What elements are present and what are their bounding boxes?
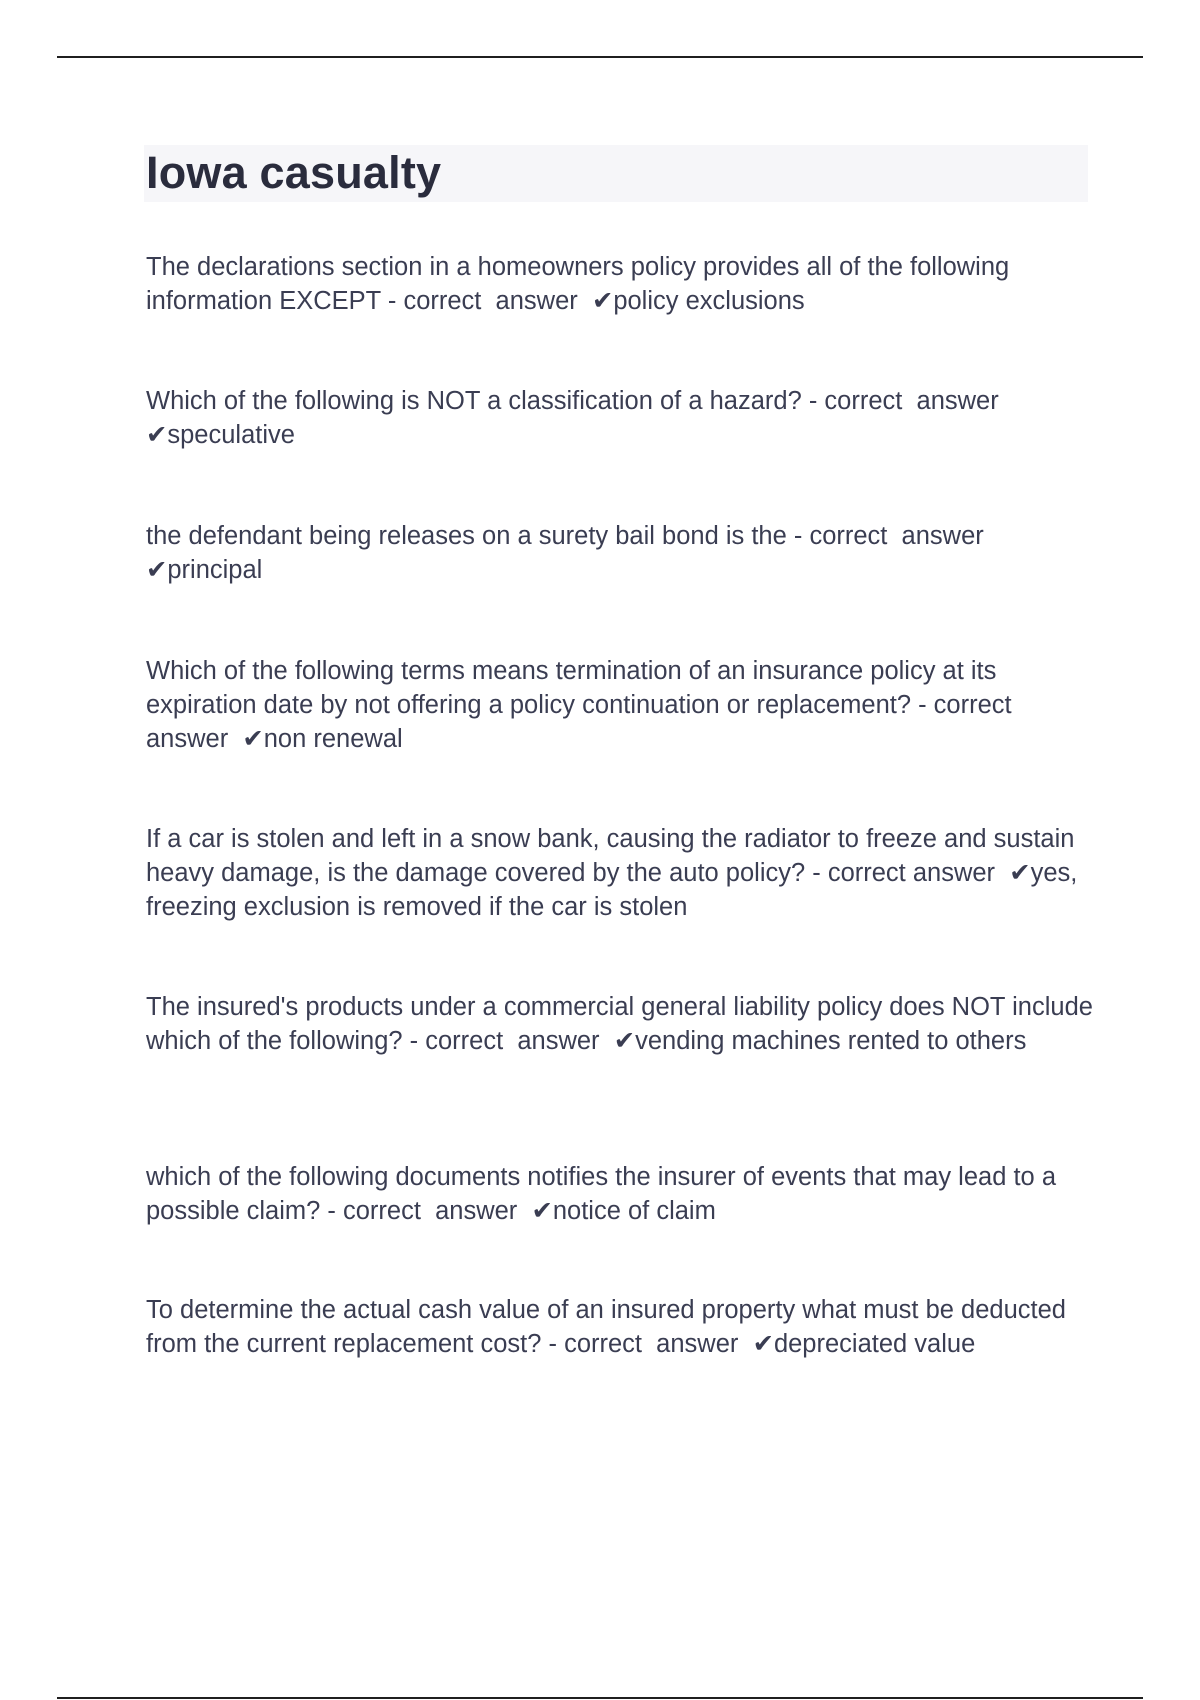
question-text: To determine the actual cash value of an insured property what must be deducted from the current replacement cost? - correct answer — [146, 1296, 1074, 1358]
question-text: Which of the following is NOT a classification of a hazard? - correct answer — [146, 387, 1006, 415]
question-text: Which of the following terms means termination of an insurance policy at its expiration date by not offering a policy continuation or replacement? - correct answer — [146, 657, 1019, 753]
question-text: the defendant being releases on a surety bail bond is the - correct answer — [146, 522, 991, 550]
check-icon: ✔ — [146, 421, 168, 449]
question-text: The declarations section in a homeowners policy provides all of the following information EXCEPT - correct answer — [146, 253, 1017, 315]
check-icon: ✔ — [242, 725, 264, 753]
check-icon: ✔ — [752, 1330, 774, 1358]
qa-item — [146, 822, 1096, 924]
bottom-rule — [57, 1697, 1143, 1699]
page-title: Iowa casualty — [146, 147, 442, 198]
check-icon: ✔ — [531, 1197, 553, 1225]
check-icon: ✔ — [146, 556, 168, 584]
answer-text: speculative — [167, 421, 295, 449]
question-text: which of the following documents notifies the insurer of events that may lead to a possible claim? - correct answer — [146, 1163, 1064, 1225]
check-icon: ✔ — [1009, 859, 1031, 887]
qa-item — [146, 990, 1101, 1058]
answer-text: yes, freezing exclusion is removed if the car is stolen — [146, 859, 1085, 921]
qa-item — [146, 1160, 1096, 1228]
qa-item — [146, 654, 1096, 756]
qa-item — [146, 384, 1096, 452]
qa-item — [146, 519, 1096, 587]
check-icon: ✔ — [613, 1027, 636, 1055]
check-icon: ✔ — [591, 287, 614, 315]
question-text: The insured's products under a commercial general liability policy does NOT include which of the following? - correct answer — [146, 993, 1101, 1055]
qa-item — [146, 250, 1096, 318]
answer-text: non renewal — [263, 725, 403, 753]
qa-item — [146, 1293, 1096, 1361]
answer-text: vending machines rented to others — [635, 1027, 1027, 1055]
top-rule — [57, 56, 1143, 58]
answer-text: policy exclusions — [613, 287, 805, 315]
answer-text: notice of claim — [552, 1197, 716, 1225]
question-text: If a car is stolen and left in a snow bank, causing the radiator to freeze and sustain heavy damage, is the damage covered by the auto policy? - correct answer — [146, 825, 1082, 887]
answer-text: depreciated value — [773, 1330, 976, 1358]
answer-text: principal — [167, 556, 263, 584]
